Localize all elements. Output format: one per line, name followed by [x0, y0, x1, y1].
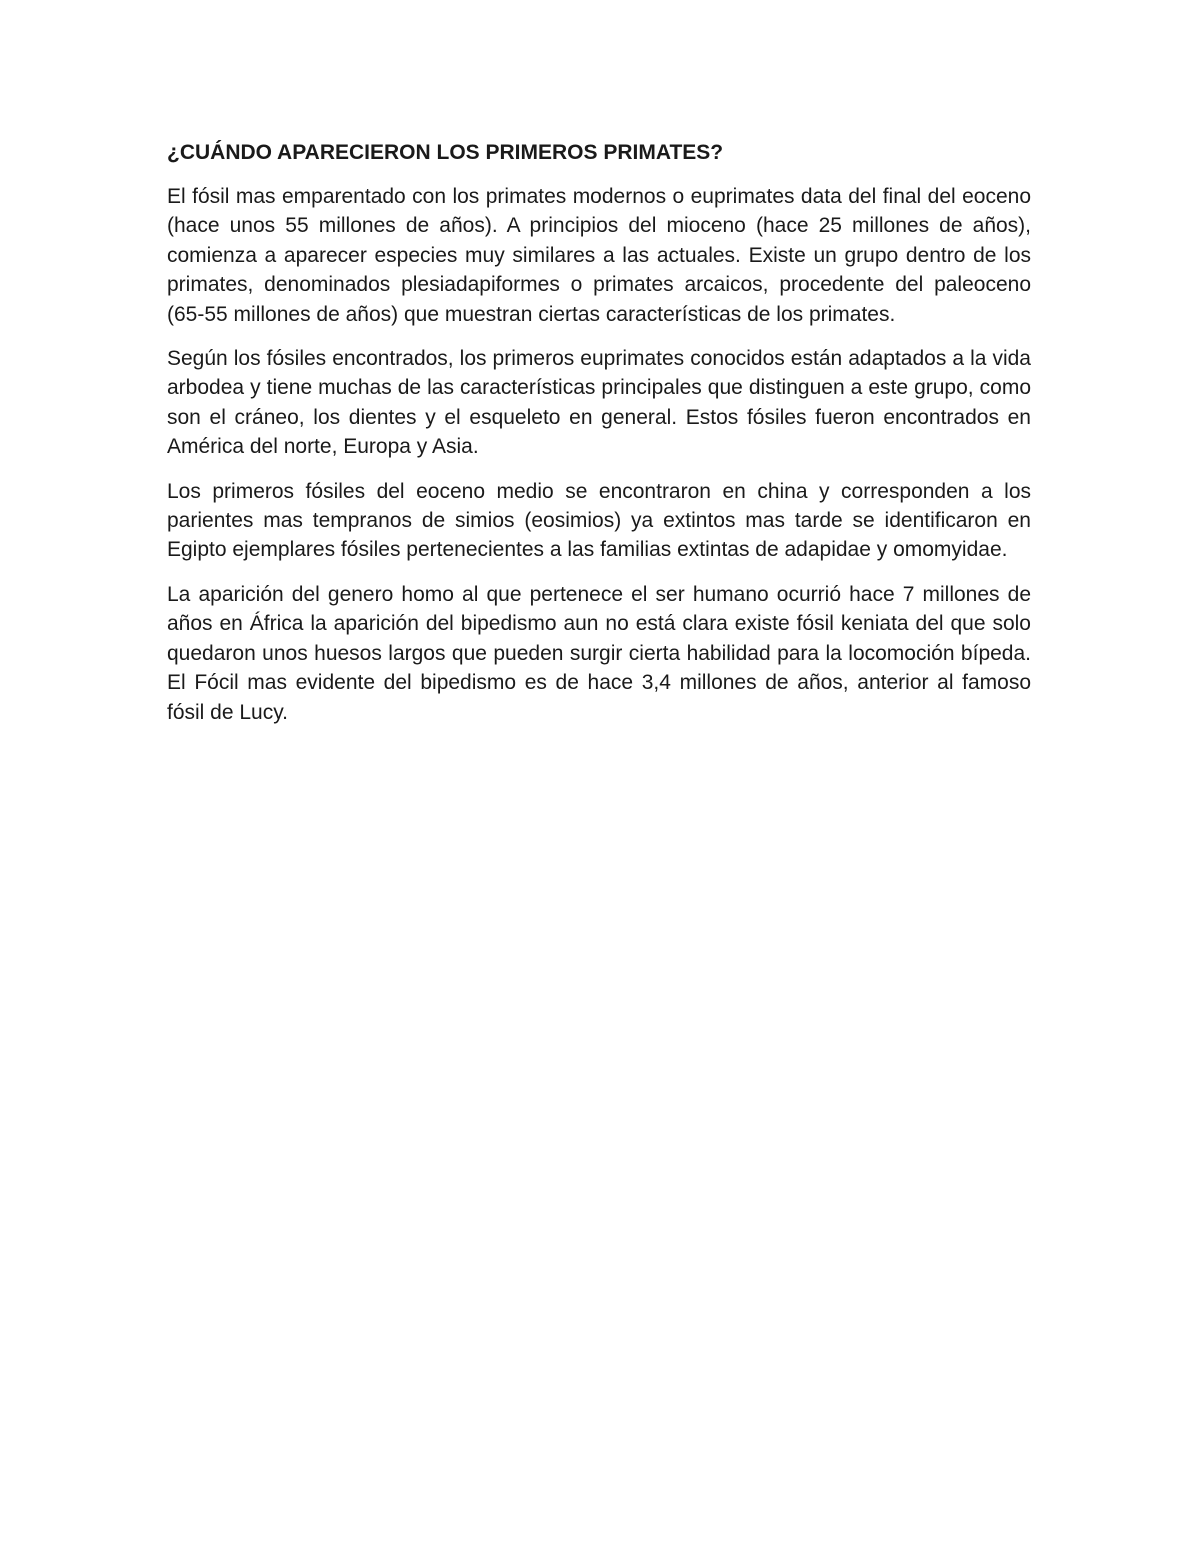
paragraph-1: El fósil mas emparentado con los primates modernos o euprimates data del final del eoceno (hace unos 55 millones de años). A principios del mioceno (hace 25 millones de años), comienza a aparecer especies muy similares a las actuales. Existe un grupo dentro de los primates, denominados plesiadapiformes o primates arcaicos, procedente del paleoceno (65-55 millones de años) que muestran ciertas características de los primates. — [167, 185, 1031, 326]
document-title: ¿CUÁNDO APARECIERON LOS PRIMEROS PRIMATES? — [167, 141, 724, 164]
document-body — [167, 138, 1031, 742]
paragraph-2: Según los fósiles encontrados, los primeros euprimates conocidos están adaptados a la vida arbodea y tiene muchas de las características principales que distinguen a este grupo, como son el cráneo, los dientes y el esqueleto en general. Estos fósiles fueron encontrados en América del norte, Europa y Asia. — [167, 347, 1031, 459]
paragraph-3: Los primeros fósiles del eoceno medio se encontraron en china y corresponden a los parientes mas tempranos de simios (eosimios) ya extintos mas tarde se identificaron en Egipto ejemplares fósiles pertenecientes a las familias extintas de adapidae y omomyidae. — [167, 479, 1031, 562]
paragraph-4: La aparición del genero homo al que pertenece el ser humano ocurrió hace 7 millones de años en África la aparición del bipedismo aun no está clara existe fósil keniata del que solo quedaron unos huesos largos que pueden surgir cierta habilidad para la locomoción bípeda. El Fócil mas evidente del bipedismo es de hace 3,4 millones de años, anterior al famoso fósil de Lucy. — [167, 582, 1031, 724]
